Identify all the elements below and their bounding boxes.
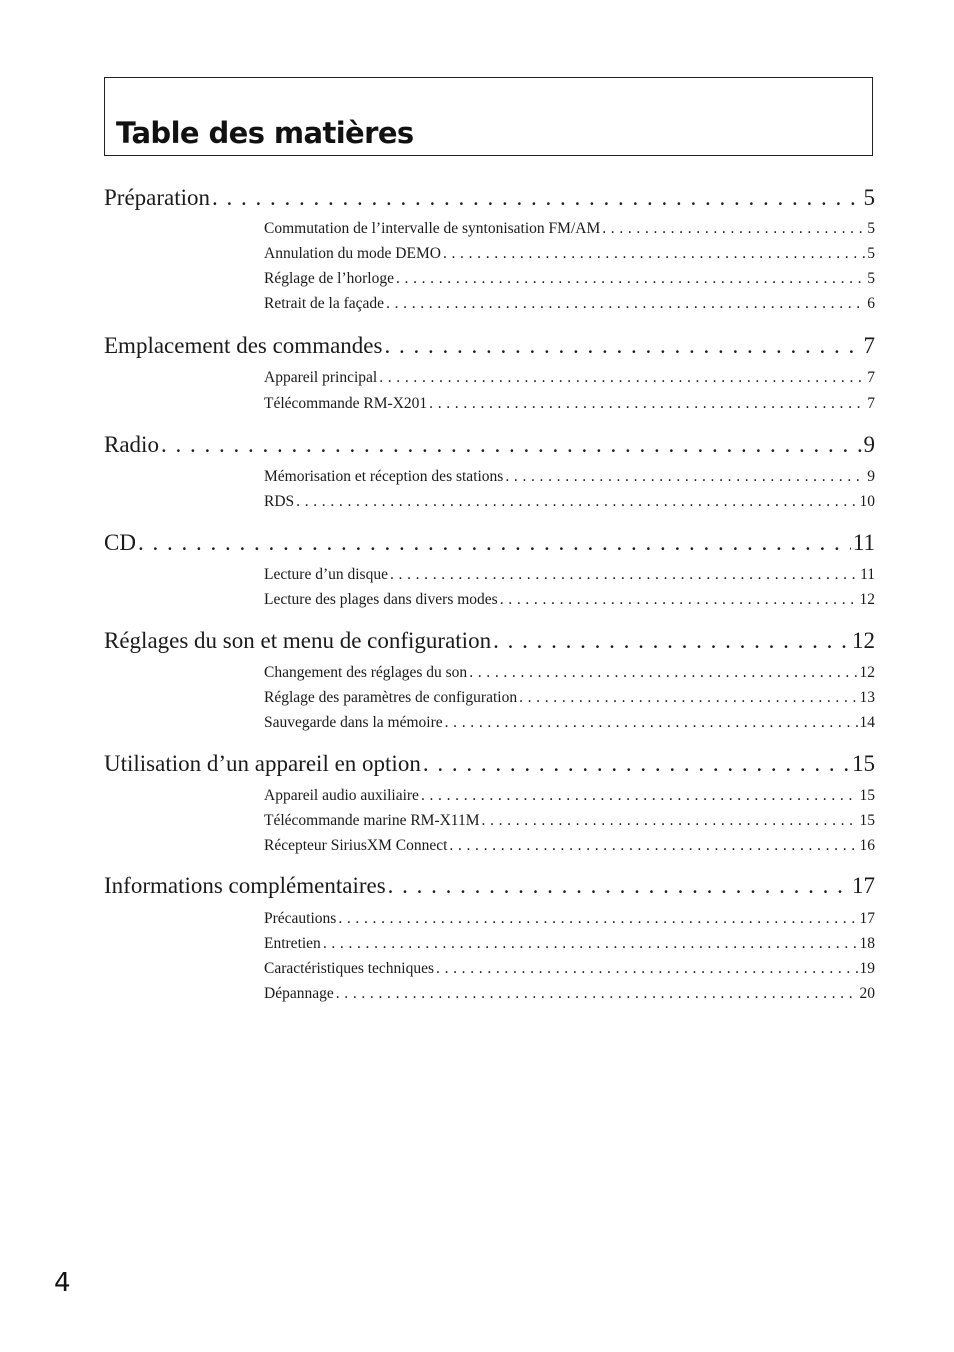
dot-leader: [449, 837, 857, 855]
toc-item-title: Dépannage: [264, 985, 334, 1002]
toc-section-page: 7: [863, 333, 875, 358]
toc-section-cd[interactable]: [104, 530, 875, 560]
dot-leader: [386, 295, 865, 313]
toc-item[interactable]: [264, 245, 875, 267]
toc-item[interactable]: [264, 837, 875, 859]
dot-leader: [493, 628, 850, 654]
toc-item-page: 10: [859, 493, 875, 510]
toc-section-emplacement[interactable]: [104, 333, 875, 363]
dot-leader: [429, 395, 865, 413]
toc-item[interactable]: [264, 220, 875, 242]
dot-leader: [323, 935, 858, 953]
toc-item[interactable]: [264, 960, 875, 982]
toc-item-title: Télécommande RM-X201: [264, 395, 428, 412]
toc-item-title: Mémorisation et réception des stations: [264, 468, 504, 485]
toc-section-title: Radio: [104, 432, 159, 457]
toc-item[interactable]: [264, 910, 875, 932]
toc-item-page: 12: [859, 591, 875, 608]
toc-item-title: Entretien: [264, 935, 321, 952]
dot-leader: [436, 960, 857, 978]
dot-leader: [390, 566, 858, 584]
toc-item-title: Sauvegarde dans la mémoire: [264, 714, 443, 731]
toc-item-page: 6: [867, 295, 875, 312]
dot-leader: [379, 369, 865, 387]
toc-item[interactable]: [264, 270, 875, 292]
dot-leader: [443, 245, 865, 263]
dot-leader: [423, 751, 850, 777]
toc-item-page: 18: [859, 935, 875, 952]
toc-item-title: Changement des réglages du son: [264, 664, 468, 681]
toc-item-page: 17: [859, 910, 875, 927]
dot-leader: [296, 493, 857, 511]
toc-item-title: Commutation de l’intervalle de syntonisation FM/AM: [264, 220, 601, 237]
toc-section-page: 11: [852, 530, 875, 555]
toc-section-reglages[interactable]: [104, 628, 875, 658]
toc-item-page: 5: [867, 270, 875, 287]
dot-leader: [519, 689, 857, 707]
toc-item-page: 20: [859, 985, 875, 1002]
page-title: Table des matières: [116, 116, 414, 150]
toc-item[interactable]: [264, 493, 875, 515]
toc-item-title: Réglage de l’horloge: [264, 270, 394, 287]
dot-leader: [505, 468, 865, 486]
dot-leader: [138, 530, 851, 556]
toc-item-title: Annulation du mode DEMO: [264, 245, 441, 262]
toc-item-title: Caractéristiques techniques: [264, 960, 435, 977]
toc-item-title: Appareil audio auxiliaire: [264, 787, 419, 804]
toc-item[interactable]: [264, 664, 875, 686]
toc-item-page: 11: [860, 566, 875, 583]
toc-section-informations[interactable]: [104, 873, 875, 903]
toc-item[interactable]: [264, 295, 875, 317]
table-of-contents: [104, 0, 875, 1352]
toc-item-page: 9: [867, 468, 875, 485]
toc-item[interactable]: [264, 787, 875, 809]
toc-section-page: 9: [863, 432, 875, 457]
toc-section-preparation[interactable]: [104, 185, 875, 215]
toc-item[interactable]: [264, 812, 875, 834]
toc-section-title: Informations complémentaires: [104, 873, 386, 898]
toc-item-page: 13: [859, 689, 875, 706]
dot-leader: [336, 985, 858, 1003]
toc-item[interactable]: [264, 468, 875, 490]
toc-item[interactable]: [264, 395, 875, 417]
dot-leader: [602, 220, 865, 238]
toc-item-page: 19: [859, 960, 875, 977]
toc-section-title: CD: [104, 530, 136, 555]
toc-section-page: 12: [852, 628, 875, 653]
dot-leader: [384, 333, 861, 359]
toc-item-page: 15: [859, 787, 875, 804]
toc-item-title: Lecture d’un disque: [264, 566, 388, 583]
toc-item-page: 7: [867, 395, 875, 412]
toc-item-page: 16: [859, 837, 875, 854]
toc-section-page: 17: [852, 873, 875, 898]
toc-item-page: 7: [867, 369, 875, 386]
toc-section-page: 5: [863, 185, 875, 210]
toc-item-title: Précautions: [264, 910, 337, 927]
toc-item-title: Lecture des plages dans divers modes: [264, 591, 498, 608]
toc-item[interactable]: [264, 566, 875, 588]
toc-item-title: Retrait de la façade: [264, 295, 385, 312]
toc-item-title: RDS: [264, 493, 295, 510]
toc-section-title: Utilisation d’un appareil en option: [104, 751, 421, 776]
dot-leader: [396, 270, 865, 288]
toc-item-page: 14: [859, 714, 875, 731]
dot-leader: [161, 432, 862, 458]
dot-leader: [338, 910, 857, 928]
toc-item[interactable]: [264, 985, 875, 1007]
toc-item-title: Appareil principal: [264, 369, 378, 386]
toc-item-page: 12: [859, 664, 875, 681]
toc-item[interactable]: [264, 369, 875, 391]
toc-section-radio[interactable]: [104, 432, 875, 462]
toc-item-title: Récepteur SiriusXM Connect: [264, 837, 448, 854]
dot-leader: [421, 787, 858, 805]
toc-item[interactable]: [264, 591, 875, 613]
dot-leader: [388, 873, 850, 899]
toc-item[interactable]: [264, 935, 875, 957]
toc-section-title: Préparation: [104, 185, 211, 210]
dot-leader: [500, 591, 858, 609]
toc-item[interactable]: [264, 689, 875, 711]
dot-leader: [482, 812, 858, 830]
toc-section-utilisation[interactable]: [104, 751, 875, 781]
toc-item[interactable]: [264, 714, 875, 736]
toc-section-title: Réglages du son et menu de configuration: [104, 628, 492, 653]
toc-item-title: Réglage des paramètres de configuration: [264, 689, 518, 706]
toc-item-page: 5: [867, 220, 875, 237]
toc-section-page: 15: [852, 751, 875, 776]
toc-item-title: Télécommande marine RM-X11M: [264, 812, 480, 829]
toc-item-page: 5: [867, 245, 875, 262]
dot-leader: [212, 185, 861, 211]
dot-leader: [445, 714, 858, 732]
toc-item-page: 15: [859, 812, 875, 829]
toc-section-title: Emplacement des commandes: [104, 333, 383, 358]
dot-leader: [469, 664, 857, 682]
page-number: 4: [54, 1268, 71, 1298]
